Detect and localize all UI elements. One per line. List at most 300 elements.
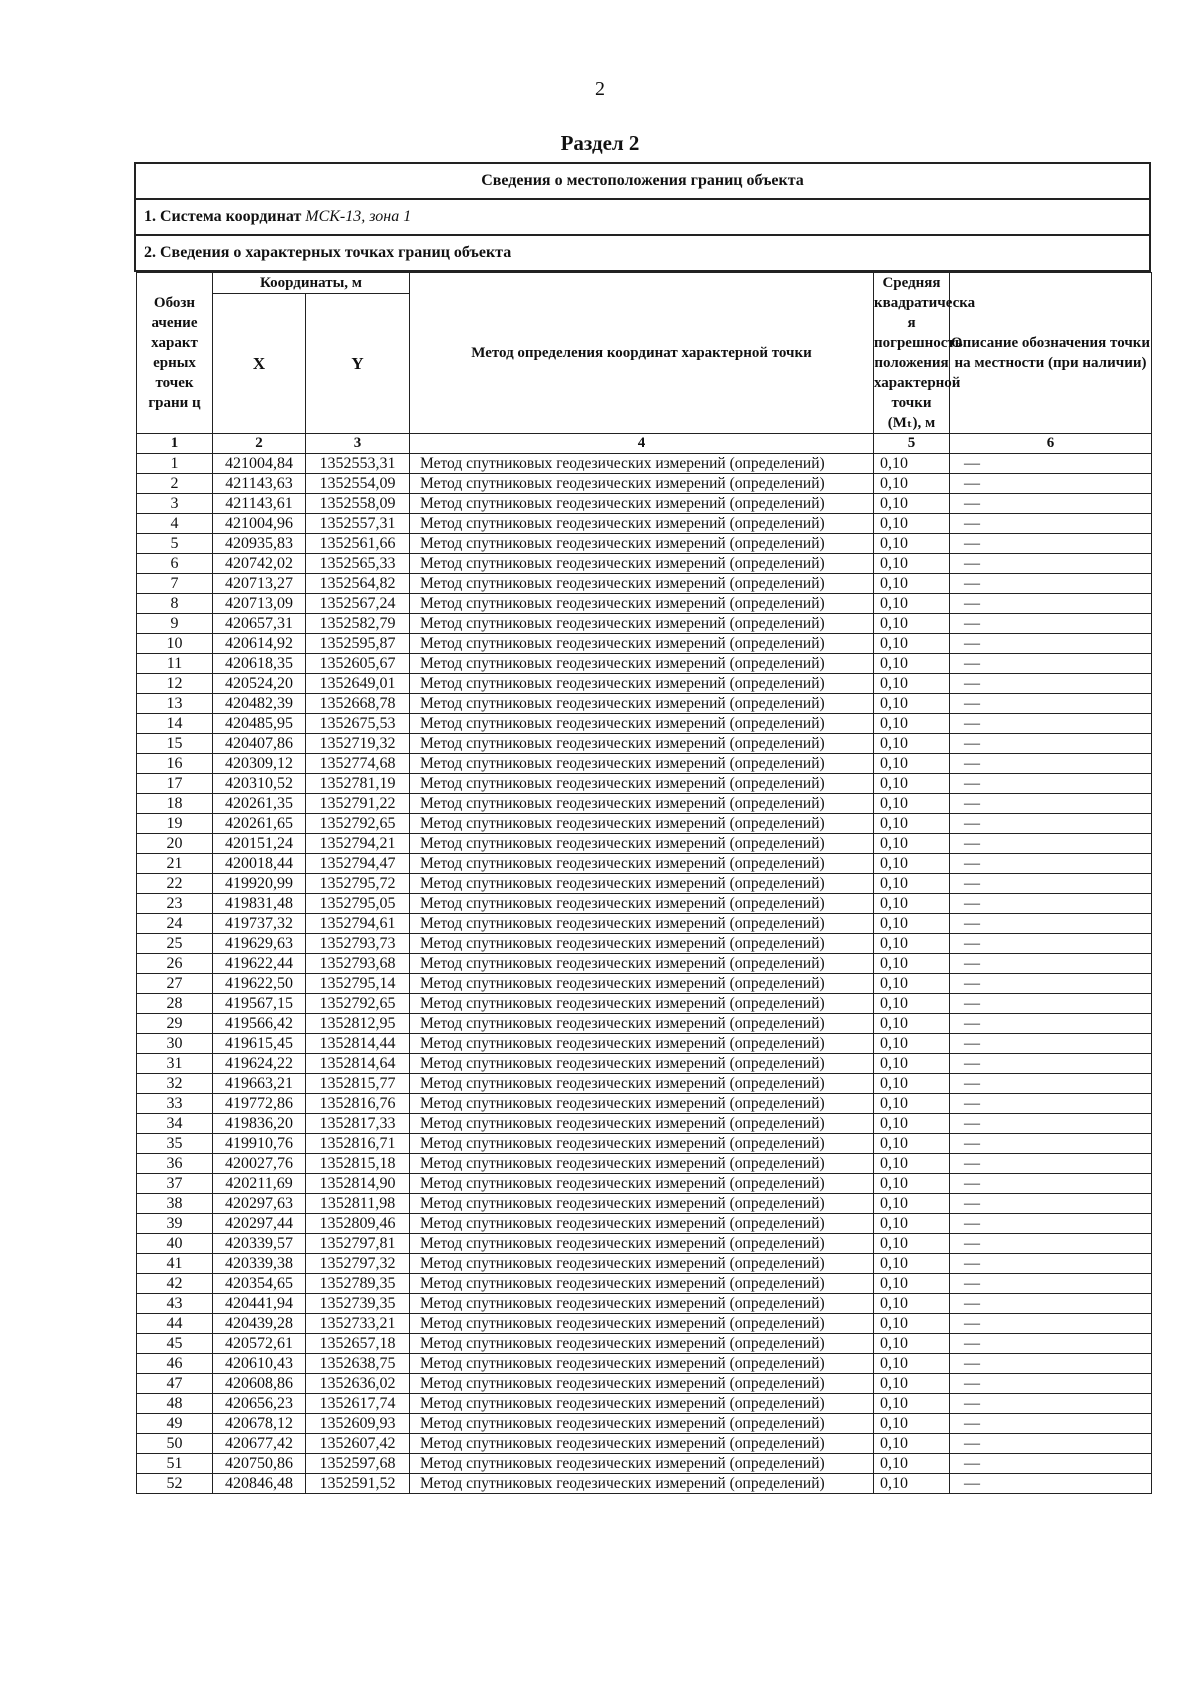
point-id-cell: 43 xyxy=(137,1294,213,1314)
x-coordinate-cell: 420310,52 xyxy=(213,774,306,794)
x-coordinate-cell: 420482,39 xyxy=(213,694,306,714)
x-coordinate-cell: 420441,94 xyxy=(213,1294,306,1314)
point-id-cell: 33 xyxy=(137,1094,213,1114)
x-coordinate-cell: 420439,28 xyxy=(213,1314,306,1334)
y-coordinate-cell: 1352816,76 xyxy=(306,1094,410,1114)
error-cell: 0,10 xyxy=(874,1414,950,1434)
table-row xyxy=(137,1454,1152,1474)
table-row xyxy=(137,1234,1152,1254)
point-id-cell: 41 xyxy=(137,1254,213,1274)
method-cell: Метод спутниковых геодезических измерений (определений) xyxy=(410,1074,874,1094)
y-coordinate-cell: 1352811,98 xyxy=(306,1194,410,1214)
description-cell: — xyxy=(950,514,1152,534)
method-cell: Метод спутниковых геодезических измерений (определений) xyxy=(410,1354,874,1374)
table-row xyxy=(137,494,1152,514)
point-id-cell: 52 xyxy=(137,1474,213,1494)
method-cell: Метод спутниковых геодезических измерений (определений) xyxy=(410,1234,874,1254)
error-cell: 0,10 xyxy=(874,1174,950,1194)
error-cell: 0,10 xyxy=(874,1214,950,1234)
x-coordinate-cell: 419615,45 xyxy=(213,1034,306,1054)
error-cell: 0,10 xyxy=(874,1394,950,1414)
error-cell: 0,10 xyxy=(874,1354,950,1374)
y-coordinate-cell: 1352794,21 xyxy=(306,834,410,854)
point-id-cell: 34 xyxy=(137,1114,213,1134)
point-id-cell: 21 xyxy=(137,854,213,874)
y-coordinate-cell: 1352553,31 xyxy=(306,454,410,474)
method-cell: Метод спутниковых геодезических измерений (определений) xyxy=(410,634,874,654)
table-row xyxy=(137,1014,1152,1034)
table-row xyxy=(137,574,1152,594)
description-cell: — xyxy=(950,974,1152,994)
error-cell: 0,10 xyxy=(874,654,950,674)
error-cell: 0,10 xyxy=(874,1114,950,1134)
point-id-cell: 14 xyxy=(137,714,213,734)
point-id-cell: 47 xyxy=(137,1374,213,1394)
description-cell: — xyxy=(950,614,1152,634)
y-coordinate-cell: 1352794,47 xyxy=(306,854,410,874)
table-row xyxy=(137,454,1152,474)
description-cell: — xyxy=(950,554,1152,574)
method-cell: Метод спутниковых геодезических измерений (определений) xyxy=(410,594,874,614)
table-row xyxy=(137,614,1152,634)
description-cell: — xyxy=(950,1254,1152,1274)
point-id-cell: 23 xyxy=(137,894,213,914)
method-cell: Метод спутниковых геодезических измерений (определений) xyxy=(410,1014,874,1034)
method-cell: Метод спутниковых геодезических измерений (определений) xyxy=(410,1374,874,1394)
error-cell: 0,10 xyxy=(874,734,950,754)
point-id-cell: 48 xyxy=(137,1394,213,1414)
x-coordinate-cell: 420309,12 xyxy=(213,754,306,774)
method-cell: Метод спутниковых геодезических измерений (определений) xyxy=(410,494,874,514)
point-id-cell: 24 xyxy=(137,914,213,934)
method-cell: Метод спутниковых геодезических измерений (определений) xyxy=(410,1394,874,1414)
description-cell: — xyxy=(950,1274,1152,1294)
x-coordinate-cell: 420935,83 xyxy=(213,534,306,554)
error-cell: 0,10 xyxy=(874,1314,950,1334)
x-coordinate-cell: 419622,50 xyxy=(213,974,306,994)
point-id-cell: 22 xyxy=(137,874,213,894)
point-id-cell: 20 xyxy=(137,834,213,854)
description-cell: — xyxy=(950,834,1152,854)
y-coordinate-cell: 1352554,09 xyxy=(306,474,410,494)
header-error: Средняя квадратическа я погрешность положения характерной точки (Mₜ), м xyxy=(874,273,950,434)
method-cell: Метод спутниковых геодезических измерений (определений) xyxy=(410,1254,874,1274)
point-id-cell: 42 xyxy=(137,1274,213,1294)
description-cell: — xyxy=(950,1154,1152,1174)
x-coordinate-cell: 420018,44 xyxy=(213,854,306,874)
description-cell: — xyxy=(950,1454,1152,1474)
description-cell: — xyxy=(950,774,1152,794)
y-coordinate-cell: 1352795,72 xyxy=(306,874,410,894)
method-cell: Метод спутниковых геодезических измерений (определений) xyxy=(410,974,874,994)
x-coordinate-cell: 420614,92 xyxy=(213,634,306,654)
column-number: 1 xyxy=(137,434,213,454)
error-cell: 0,10 xyxy=(874,1374,950,1394)
x-coordinate-cell: 419737,32 xyxy=(213,914,306,934)
method-cell: Метод спутниковых геодезических измерений (определений) xyxy=(410,934,874,954)
description-cell: — xyxy=(950,1174,1152,1194)
y-coordinate-cell: 1352815,77 xyxy=(306,1074,410,1094)
y-coordinate-cell: 1352791,22 xyxy=(306,794,410,814)
table-row xyxy=(137,634,1152,654)
error-cell: 0,10 xyxy=(874,794,950,814)
y-coordinate-cell: 1352607,42 xyxy=(306,1434,410,1454)
error-cell: 0,10 xyxy=(874,1134,950,1154)
table-row xyxy=(137,1314,1152,1334)
y-coordinate-cell: 1352719,32 xyxy=(306,734,410,754)
x-coordinate-cell: 419663,21 xyxy=(213,1074,306,1094)
x-coordinate-cell: 419831,48 xyxy=(213,894,306,914)
y-coordinate-cell: 1352794,61 xyxy=(306,914,410,934)
x-coordinate-cell: 420750,86 xyxy=(213,1454,306,1474)
point-id-cell: 9 xyxy=(137,614,213,634)
x-coordinate-cell: 420211,69 xyxy=(213,1174,306,1194)
x-coordinate-cell: 420713,09 xyxy=(213,594,306,614)
method-cell: Метод спутниковых геодезических измерений (определений) xyxy=(410,1054,874,1074)
method-cell: Метод спутниковых геодезических измерений (определений) xyxy=(410,474,874,494)
point-id-cell: 49 xyxy=(137,1414,213,1434)
point-id-cell: 29 xyxy=(137,1014,213,1034)
x-coordinate-cell: 421004,84 xyxy=(213,454,306,474)
x-coordinate-cell: 420407,86 xyxy=(213,734,306,754)
x-coordinate-cell: 420656,23 xyxy=(213,1394,306,1414)
column-number: 6 xyxy=(950,434,1152,454)
error-cell: 0,10 xyxy=(874,1474,950,1494)
error-cell: 0,10 xyxy=(874,614,950,634)
x-coordinate-cell: 420261,65 xyxy=(213,814,306,834)
table-row xyxy=(137,1194,1152,1214)
x-coordinate-cell: 420297,44 xyxy=(213,1214,306,1234)
y-coordinate-cell: 1352638,75 xyxy=(306,1354,410,1374)
point-id-cell: 46 xyxy=(137,1354,213,1374)
coordinate-system xyxy=(136,200,1149,236)
point-id-cell: 26 xyxy=(137,954,213,974)
description-cell: — xyxy=(950,934,1152,954)
method-cell: Метод спутниковых геодезических измерений (определений) xyxy=(410,1334,874,1354)
table-row xyxy=(137,1154,1152,1174)
description-cell: — xyxy=(950,954,1152,974)
y-coordinate-cell: 1352812,95 xyxy=(306,1014,410,1034)
x-coordinate-cell: 421143,63 xyxy=(213,474,306,494)
y-coordinate-cell: 1352668,78 xyxy=(306,694,410,714)
error-cell: 0,10 xyxy=(874,1054,950,1074)
method-cell: Метод спутниковых геодезических измерений (определений) xyxy=(410,614,874,634)
point-id-cell: 3 xyxy=(137,494,213,514)
y-coordinate-cell: 1352582,79 xyxy=(306,614,410,634)
error-cell: 0,10 xyxy=(874,854,950,874)
method-cell: Метод спутниковых геодезических измерений (определений) xyxy=(410,834,874,854)
header-method: Метод определения координат характерной точки xyxy=(410,273,874,434)
table-row xyxy=(137,1374,1152,1394)
point-id-cell: 19 xyxy=(137,814,213,834)
x-coordinate-cell: 420354,65 xyxy=(213,1274,306,1294)
error-cell: 0,10 xyxy=(874,874,950,894)
boundary-points-table xyxy=(136,272,1152,1494)
method-cell: Метод спутниковых геодезических измерений (определений) xyxy=(410,674,874,694)
table-row xyxy=(137,1134,1152,1154)
y-coordinate-cell: 1352649,01 xyxy=(306,674,410,694)
description-cell: — xyxy=(950,914,1152,934)
method-cell: Метод спутниковых геодезических измерений (определений) xyxy=(410,454,874,474)
description-cell: — xyxy=(950,894,1152,914)
table-row xyxy=(137,654,1152,674)
description-cell: — xyxy=(950,1374,1152,1394)
error-cell: 0,10 xyxy=(874,1274,950,1294)
description-cell: — xyxy=(950,794,1152,814)
y-coordinate-cell: 1352591,52 xyxy=(306,1474,410,1494)
x-coordinate-cell: 420846,48 xyxy=(213,1474,306,1494)
method-cell: Метод спутниковых геодезических измерений (определений) xyxy=(410,774,874,794)
table-row xyxy=(137,974,1152,994)
error-cell: 0,10 xyxy=(874,1014,950,1034)
method-cell: Метод спутниковых геодезических измерений (определений) xyxy=(410,794,874,814)
table-row xyxy=(137,1034,1152,1054)
table-row xyxy=(137,554,1152,574)
x-coordinate-cell: 420485,95 xyxy=(213,714,306,734)
table-row xyxy=(137,994,1152,1014)
x-coordinate-cell: 419566,42 xyxy=(213,1014,306,1034)
table-row xyxy=(137,1114,1152,1134)
table-row xyxy=(137,874,1152,894)
error-cell: 0,10 xyxy=(874,1334,950,1354)
y-coordinate-cell: 1352774,68 xyxy=(306,754,410,774)
description-cell: — xyxy=(950,454,1152,474)
error-cell: 0,10 xyxy=(874,994,950,1014)
table-row xyxy=(137,734,1152,754)
table-row xyxy=(137,854,1152,874)
description-cell: — xyxy=(950,714,1152,734)
method-cell: Метод спутниковых геодезических измерений (определений) xyxy=(410,814,874,834)
description-cell: — xyxy=(950,534,1152,554)
method-cell: Метод спутниковых геодезических измерений (определений) xyxy=(410,654,874,674)
point-id-cell: 28 xyxy=(137,994,213,1014)
x-coordinate-cell: 420339,57 xyxy=(213,1234,306,1254)
method-cell: Метод спутниковых геодезических измерений (определений) xyxy=(410,1034,874,1054)
point-id-cell: 11 xyxy=(137,654,213,674)
method-cell: Метод спутниковых геодезических измерений (определений) xyxy=(410,1314,874,1334)
point-id-cell: 27 xyxy=(137,974,213,994)
error-cell: 0,10 xyxy=(874,1194,950,1214)
x-coordinate-cell: 420027,76 xyxy=(213,1154,306,1174)
description-cell: — xyxy=(950,754,1152,774)
error-cell: 0,10 xyxy=(874,494,950,514)
error-cell: 0,10 xyxy=(874,1154,950,1174)
y-coordinate-cell: 1352795,14 xyxy=(306,974,410,994)
method-cell: Метод спутниковых геодезических измерений (определений) xyxy=(410,1294,874,1314)
point-id-cell: 1 xyxy=(137,454,213,474)
table-row xyxy=(137,1094,1152,1114)
point-id-cell: 25 xyxy=(137,934,213,954)
y-coordinate-cell: 1352597,68 xyxy=(306,1454,410,1474)
table-row xyxy=(137,1354,1152,1374)
table-row xyxy=(137,814,1152,834)
x-coordinate-cell: 420339,38 xyxy=(213,1254,306,1274)
header-coordinates: Координаты, м xyxy=(213,273,410,294)
y-coordinate-cell: 1352636,02 xyxy=(306,1374,410,1394)
table-row xyxy=(137,834,1152,854)
y-coordinate-cell: 1352797,81 xyxy=(306,1234,410,1254)
error-cell: 0,10 xyxy=(874,814,950,834)
x-coordinate-cell: 421143,61 xyxy=(213,494,306,514)
x-coordinate-cell: 420572,61 xyxy=(213,1334,306,1354)
y-coordinate-cell: 1352595,87 xyxy=(306,634,410,654)
y-coordinate-cell: 1352814,44 xyxy=(306,1034,410,1054)
method-cell: Метод спутниковых геодезических измерений (определений) xyxy=(410,1094,874,1114)
error-cell: 0,10 xyxy=(874,834,950,854)
error-cell: 0,10 xyxy=(874,634,950,654)
table-row xyxy=(137,1274,1152,1294)
description-cell: — xyxy=(950,634,1152,654)
x-coordinate-cell: 420678,12 xyxy=(213,1414,306,1434)
error-cell: 0,10 xyxy=(874,674,950,694)
method-cell: Метод спутниковых геодезических измерений (определений) xyxy=(410,914,874,934)
error-cell: 0,10 xyxy=(874,754,950,774)
column-number: 2 xyxy=(213,434,306,454)
description-cell: — xyxy=(950,494,1152,514)
x-coordinate-cell: 420657,31 xyxy=(213,614,306,634)
x-coordinate-cell: 419836,20 xyxy=(213,1114,306,1134)
point-id-cell: 50 xyxy=(137,1434,213,1454)
description-cell: — xyxy=(950,1334,1152,1354)
point-id-cell: 5 xyxy=(137,534,213,554)
y-coordinate-cell: 1352565,33 xyxy=(306,554,410,574)
error-cell: 0,10 xyxy=(874,474,950,494)
method-cell: Метод спутниковых геодезических измерений (определений) xyxy=(410,1414,874,1434)
table-row xyxy=(137,534,1152,554)
x-coordinate-cell: 420713,27 xyxy=(213,574,306,594)
point-id-cell: 45 xyxy=(137,1334,213,1354)
x-coordinate-cell: 420618,35 xyxy=(213,654,306,674)
description-cell: — xyxy=(950,654,1152,674)
y-coordinate-cell: 1352609,93 xyxy=(306,1414,410,1434)
coord-system-label: 1. Система координат xyxy=(144,208,302,225)
description-cell: — xyxy=(950,1474,1152,1494)
column-number: 5 xyxy=(874,434,950,454)
point-id-cell: 37 xyxy=(137,1174,213,1194)
description-cell: — xyxy=(950,814,1152,834)
y-coordinate-cell: 1352605,67 xyxy=(306,654,410,674)
method-cell: Метод спутниковых геодезических измерений (определений) xyxy=(410,1134,874,1154)
y-coordinate-cell: 1352789,35 xyxy=(306,1274,410,1294)
point-id-cell: 4 xyxy=(137,514,213,534)
error-cell: 0,10 xyxy=(874,1094,950,1114)
y-coordinate-cell: 1352815,18 xyxy=(306,1154,410,1174)
description-cell: — xyxy=(950,1294,1152,1314)
point-id-cell: 39 xyxy=(137,1214,213,1234)
error-cell: 0,10 xyxy=(874,1434,950,1454)
y-coordinate-cell: 1352617,74 xyxy=(306,1394,410,1414)
description-cell: — xyxy=(950,1034,1152,1054)
description-cell: — xyxy=(950,694,1152,714)
method-cell: Метод спутниковых геодезических измерений (определений) xyxy=(410,734,874,754)
error-cell: 0,10 xyxy=(874,574,950,594)
point-id-cell: 31 xyxy=(137,1054,213,1074)
table-row xyxy=(137,714,1152,734)
method-cell: Метод спутниковых геодезических измерений (определений) xyxy=(410,694,874,714)
y-coordinate-cell: 1352567,24 xyxy=(306,594,410,614)
table-row xyxy=(137,1054,1152,1074)
table-row xyxy=(137,514,1152,534)
point-id-cell: 16 xyxy=(137,754,213,774)
description-cell: — xyxy=(950,1134,1152,1154)
x-coordinate-cell: 421004,96 xyxy=(213,514,306,534)
error-cell: 0,10 xyxy=(874,1254,950,1274)
error-cell: 0,10 xyxy=(874,894,950,914)
error-cell: 0,10 xyxy=(874,1234,950,1254)
description-cell: — xyxy=(950,1394,1152,1414)
y-coordinate-cell: 1352733,21 xyxy=(306,1314,410,1334)
y-coordinate-cell: 1352814,90 xyxy=(306,1174,410,1194)
method-cell: Метод спутниковых геодезических измерений (определений) xyxy=(410,534,874,554)
method-cell: Метод спутниковых геодезических измерений (определений) xyxy=(410,874,874,894)
error-cell: 0,10 xyxy=(874,1294,950,1314)
y-coordinate-cell: 1352558,09 xyxy=(306,494,410,514)
x-coordinate-cell: 419910,76 xyxy=(213,1134,306,1154)
method-cell: Метод спутниковых геодезических измерений (определений) xyxy=(410,554,874,574)
method-cell: Метод спутниковых геодезических измерений (определений) xyxy=(410,854,874,874)
method-cell: Метод спутниковых геодезических измерений (определений) xyxy=(410,1154,874,1174)
method-cell: Метод спутниковых геодезических измерений (определений) xyxy=(410,1174,874,1194)
description-cell: — xyxy=(950,1074,1152,1094)
table-row xyxy=(137,754,1152,774)
method-cell: Метод спутниковых геодезических измерений (определений) xyxy=(410,1274,874,1294)
coord-system-value: МСК-13, зона 1 xyxy=(305,208,412,225)
point-id-cell: 17 xyxy=(137,774,213,794)
table-row xyxy=(137,1254,1152,1274)
table-row xyxy=(137,774,1152,794)
description-cell: — xyxy=(950,1054,1152,1074)
table-row xyxy=(137,1074,1152,1094)
error-cell: 0,10 xyxy=(874,534,950,554)
method-cell: Метод спутниковых геодезических измерений (определений) xyxy=(410,1114,874,1134)
x-coordinate-cell: 419920,99 xyxy=(213,874,306,894)
table-row xyxy=(137,894,1152,914)
section-title: Раздел 2 xyxy=(560,131,640,155)
error-cell: 0,10 xyxy=(874,714,950,734)
error-cell: 0,10 xyxy=(874,974,950,994)
y-coordinate-cell: 1352657,18 xyxy=(306,1334,410,1354)
table-row xyxy=(137,594,1152,614)
description-cell: — xyxy=(950,734,1152,754)
page-number: 2 xyxy=(595,78,605,100)
point-id-cell: 13 xyxy=(137,694,213,714)
method-cell: Метод спутниковых геодезических измерений (определений) xyxy=(410,1434,874,1454)
table-row xyxy=(137,1394,1152,1414)
column-number: 4 xyxy=(410,434,874,454)
description-cell: — xyxy=(950,474,1152,494)
description-cell: — xyxy=(950,1014,1152,1034)
x-coordinate-cell: 419567,15 xyxy=(213,994,306,1014)
y-coordinate-cell: 1352557,31 xyxy=(306,514,410,534)
error-cell: 0,10 xyxy=(874,694,950,714)
error-cell: 0,10 xyxy=(874,594,950,614)
table-row xyxy=(137,934,1152,954)
point-id-cell: 44 xyxy=(137,1314,213,1334)
point-id-cell: 36 xyxy=(137,1154,213,1174)
y-coordinate-cell: 1352814,64 xyxy=(306,1054,410,1074)
point-id-cell: 2 xyxy=(137,474,213,494)
header-y: Y xyxy=(306,294,410,434)
method-cell: Метод спутниковых геодезических измерений (определений) xyxy=(410,894,874,914)
point-id-cell: 32 xyxy=(137,1074,213,1094)
description-cell: — xyxy=(950,674,1152,694)
header-block xyxy=(134,162,1151,272)
description-cell: — xyxy=(950,1314,1152,1334)
header-x: X xyxy=(213,294,306,434)
description-cell: — xyxy=(950,1094,1152,1114)
description-cell: — xyxy=(950,1434,1152,1454)
y-coordinate-cell: 1352561,66 xyxy=(306,534,410,554)
